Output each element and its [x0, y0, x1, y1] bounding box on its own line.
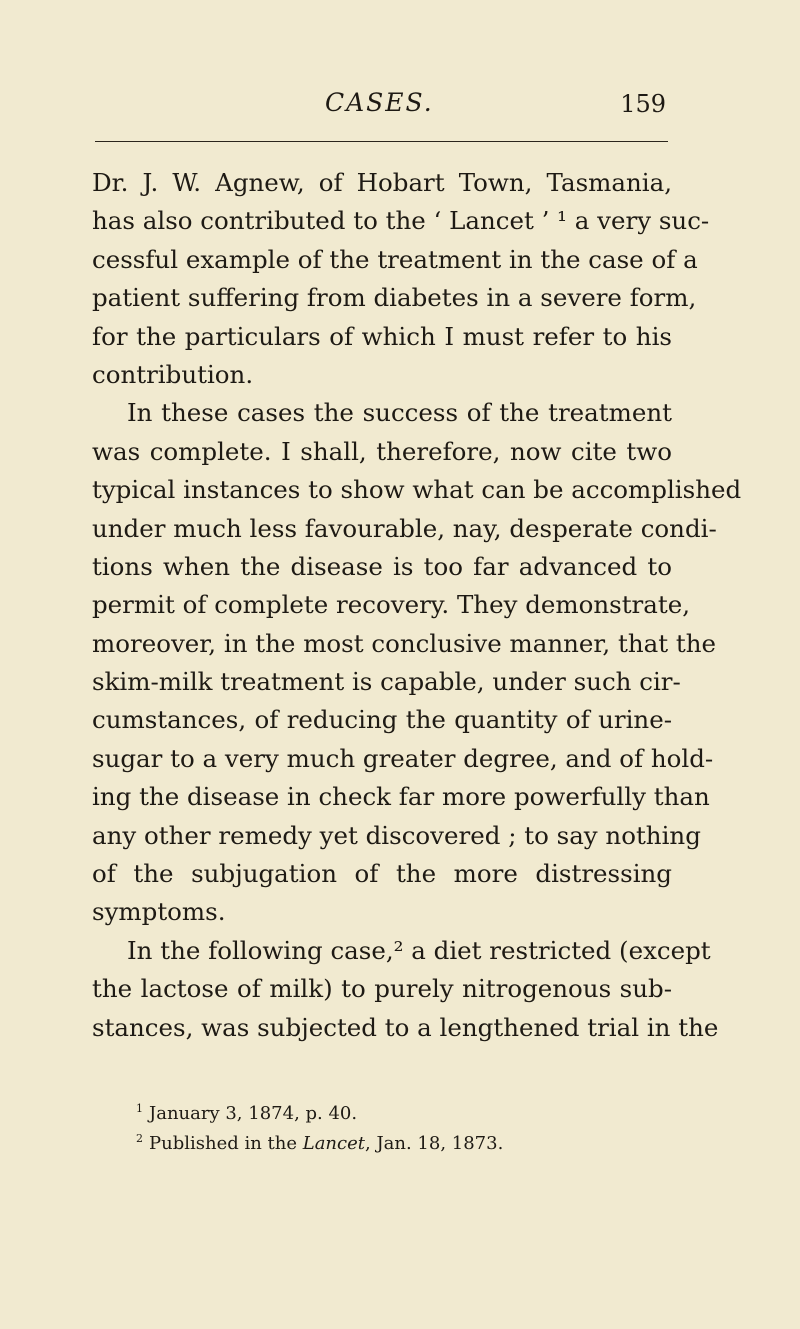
header-rule	[95, 141, 668, 142]
text-line: under much less favourable, nay, desperate condi-	[92, 513, 717, 543]
text-line: for the particulars of which I must refer to his	[92, 321, 672, 351]
running-title: CASES.	[325, 88, 434, 117]
footnote-marker: 2	[136, 1132, 143, 1145]
text-line: was complete. I shall, therefore, now cite two	[92, 436, 672, 466]
text-line: skim-milk treatment is capable, under such cir-	[92, 667, 681, 697]
text-line: cumstances, of reducing the quantity of urine-	[92, 705, 672, 735]
text-line: of the subjugation of the more distressing	[92, 859, 672, 889]
text-line: symptoms.	[92, 897, 226, 927]
text-line: cessful example of the treatment in the case of a	[92, 244, 698, 274]
footnotes	[136, 1096, 656, 1156]
footnote-2	[136, 1126, 656, 1156]
text-line: In these cases the success of the treatment	[127, 398, 672, 428]
text-line: patient suffering from diabetes in a severe form,	[92, 283, 697, 313]
footnote-text: Published in the	[149, 1133, 303, 1154]
text-line: stances, was subjected to a lengthened trial in the	[92, 1012, 719, 1042]
text-line: tions when the disease is too far advanced to	[92, 551, 672, 581]
text-line: has also contributed to the ‘ Lancet ’ ¹ a very suc-	[92, 206, 710, 236]
text-line: permit of complete recovery. They demonstrate,	[92, 590, 691, 620]
footnote-marker: 1	[136, 1102, 143, 1115]
footnote-journal-title: Lancet	[302, 1133, 365, 1154]
text-line: the lactose of milk) to purely nitrogenous sub-	[92, 974, 672, 1004]
text-line: Dr. J. W. Agnew, of Hobart Town, Tasmania,	[92, 168, 672, 197]
text-line: In the following case,² a diet restricted (except	[127, 935, 711, 965]
page-number: 159	[620, 90, 666, 118]
text-line: contribution.	[92, 359, 254, 389]
text-line: typical instances to show what can be accomplished	[92, 475, 742, 505]
text-line: moreover, in the most conclusive manner, that the	[92, 628, 716, 658]
footnote-text: , Jan. 18, 1873.	[365, 1133, 504, 1154]
text-line: ing the disease in check far more powerfully than	[92, 782, 710, 812]
page-header	[95, 88, 668, 128]
text-line: sugar to a very much greater degree, and of hold-	[92, 743, 714, 773]
body-text	[92, 164, 742, 1047]
footnote-text: January 3, 1874, p. 40.	[149, 1103, 358, 1124]
footnote-1	[136, 1096, 656, 1126]
text-line: any other remedy yet discovered ; to say nothing	[92, 820, 701, 850]
